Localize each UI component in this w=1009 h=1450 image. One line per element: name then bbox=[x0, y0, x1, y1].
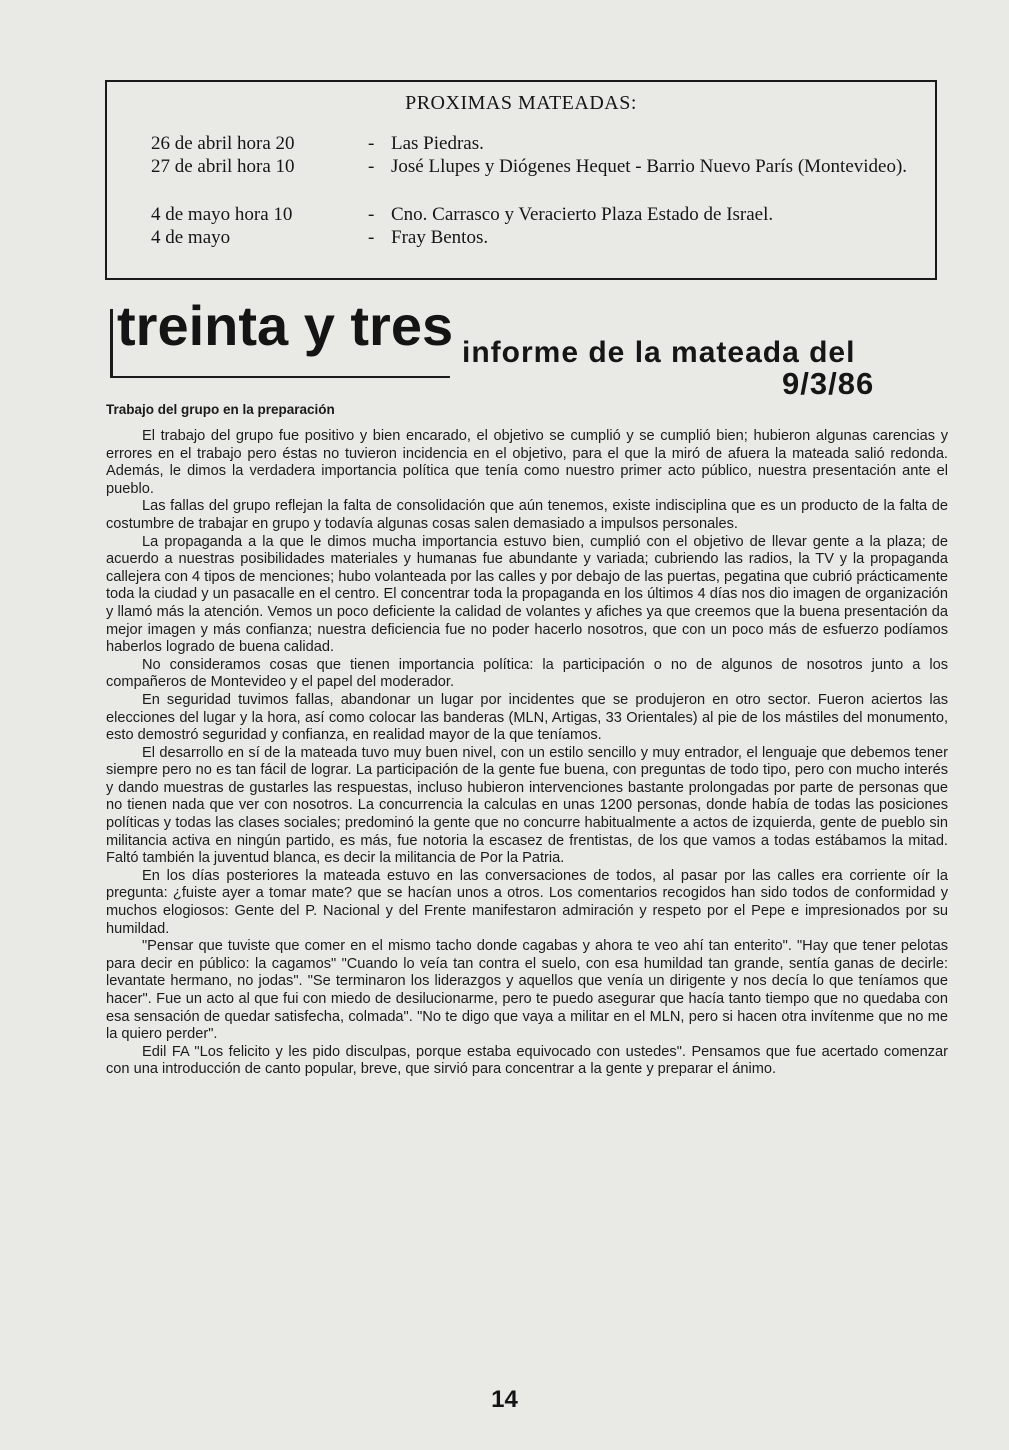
schedule-when: 27 de abril hora 10 bbox=[151, 156, 295, 177]
schedule-when: 4 de mayo hora 10 bbox=[151, 204, 293, 225]
paragraph: El desarrollo en sí de la mateada tuvo muy buen nivel, con un estilo sencillo y muy entrador, el lenguaje que debemos tener siempre pero no es tan fácil de lograr. La participación de la gente fue buena, con preguntas de todo tipo, pero con mucho interés y dando muestras de gustarles las respuestas, incluso hubieron intervenciones bastante prolongadas por parte de personas que no tienen nada que ver con nosotros. La concurrencia la calculas en unas 1200 personas, donde había de todas las posiciones políticas y todas las clases sociales; predominó la gente que no concurre habitualmente a actos de izquierda, gente de pueblo sin militancia activa en ningún partido, es más, fue notoria la escasez de frentistas, de los que vamos a todas estábamos la mitad. Faltó también la juventud blanca, es decir la militancia de Por la Patria. bbox=[106, 744, 948, 867]
schedule-where: Las Piedras. bbox=[391, 133, 484, 154]
title-rule-horizontal bbox=[110, 376, 450, 378]
schedule-where: Cno. Carrasco y Veracierto Plaza Estado de Israel. bbox=[391, 204, 774, 225]
schedule-dash: - bbox=[368, 204, 375, 225]
page-number: 14 bbox=[491, 1386, 518, 1413]
report-title: informe de la mateada del bbox=[462, 336, 856, 369]
upcoming-mateadas-box bbox=[105, 80, 937, 280]
schedule-when: 4 de mayo bbox=[151, 227, 231, 248]
schedule-where: Fray Bentos. bbox=[391, 227, 489, 248]
paragraph: Edil FA "Los felicito y les pido disculpas, porque estaba equivocado con ustedes". Pensamos que fue acertado comenzar con una introducción de canto popular, breve, que sirvió para concentrar a la gente y preparar el ánimo. bbox=[106, 1043, 948, 1078]
paragraph: Las fallas del grupo reflejan la falta de consolidación que aún tenemos, existe indisciplina que es un producto de la falta de costumbre de trabajar en grupo y todavía algunas cosas salen demasiado a impulsos personales. bbox=[106, 498, 948, 532]
schedule-row bbox=[151, 155, 931, 201]
section-heading: Trabajo del grupo en la preparación bbox=[106, 402, 335, 417]
schedule-dash: - bbox=[368, 133, 375, 154]
schedule-row bbox=[151, 132, 931, 155]
schedule-dash: - bbox=[368, 156, 375, 177]
paragraph: No consideramos cosas que tienen importancia política: la participación o no de algunos de nosotros junto a los compañeros de Montevideo y el papel del moderador. bbox=[106, 656, 948, 691]
paragraph: En los días posteriores la mateada estuvo en las conversaciones de todos, al pasar por las calles era corriente oír la pregunta: ¿fuiste ayer a tomar mate? que se hacían unos a otros. Los comentarios recogidos han sido todos de conformidad y muchos elogiosos: Gente del P. Nacional y del Frente manifestaron admiración y respeto por el Pepe e impresionados por su humildad. bbox=[106, 867, 948, 937]
article-body bbox=[106, 428, 948, 1079]
title-rule-vertical bbox=[110, 309, 113, 377]
schedule-row bbox=[151, 203, 931, 226]
report-date: 9/3/86 bbox=[782, 366, 875, 401]
schedule-row bbox=[151, 226, 931, 249]
paragraph: En seguridad tuvimos fallas, abandonar un lugar por incidentes que se produjeron en otro sector. Fueron aciertos las elecciones del lugar y la hora, así como colocar las banderas (MLN, Artigas, 33 Orientales) al pie de los mástiles del monumento, esto demostró seguridad y confianza, en realidad mayor de la que teníamos. bbox=[106, 691, 948, 744]
paragraph: El trabajo del grupo fue positivo y bien encarado, el objetivo se cumplió y se cumplió bien; hubieron algunas carencias y errores en el trabajo pero éstas no tuvieron incidencia en el objetivo, para el que la miró de afuera la mateada salió redonda. Además, le dimos la verdadera importancia política que tenía como nuestro primer acto público, nuestra presentación ante el pueblo. bbox=[106, 428, 948, 497]
schedule-when: 26 de abril hora 20 bbox=[151, 133, 295, 154]
city-title: treinta y tres bbox=[117, 294, 454, 357]
paragraph: "Pensar que tuviste que comer en el mismo tacho donde cagabas y ahora te veo ahí tan enterito". "Hay que tener pelotas para decir en público: la cagamos" "Cuando lo veía tan contra el suelo, con esa humildad tan grande, sentía ganas de decirle: levantate hermano, no jodas". "Se terminaron los liderazgos y aquellos que venía un dirigente y nos decía lo que teníamos que hacer". Fue un acto al que fui con miedo de desilucionarme, pero te puedo asegurar que hacía tanto tiempo que no quedaba con esa sensación de quedar satisfecha, colmada". "No te digo que vaya a militar en el MLN, pero si hacen otra invítenme que no me la quiero perder". bbox=[106, 938, 948, 1043]
schedule-title: PROXIMAS MATEADAS: bbox=[405, 92, 637, 114]
schedule-where: José Llupes y Diógenes Hequet - Barrio Nuevo París (Montevideo). bbox=[391, 156, 908, 177]
paragraph: La propaganda a la que le dimos mucha importancia estuvo bien, cumplió con el objetivo de llevar gente a la plaza; de acuerdo a nuestras posibilidades materiales y humanas fue abundante y variada; cubriendo las radios, la TV y la propaganda callejera con 4 tipos de menciones; hubo volanteada por las calles y por debajo de las puertas, pegatina que cubrió prácticamente toda la ciudad y un pasacalle en el centro. El concentrar toda la propaganda en los últimos 4 días nos dio imagen de organización y llamó más la atención. Vemos un poco deficiente la calidad de volantes y afiches ya que creemos que la buena presentación da mejor imagen y más confianza; nuestra deficiencia fue no poder hacerlo nosotros, que con un poco más de esfuerzo podíamos haberlos logrado de buena calidad. bbox=[106, 533, 948, 656]
schedule-dash: - bbox=[368, 227, 375, 248]
